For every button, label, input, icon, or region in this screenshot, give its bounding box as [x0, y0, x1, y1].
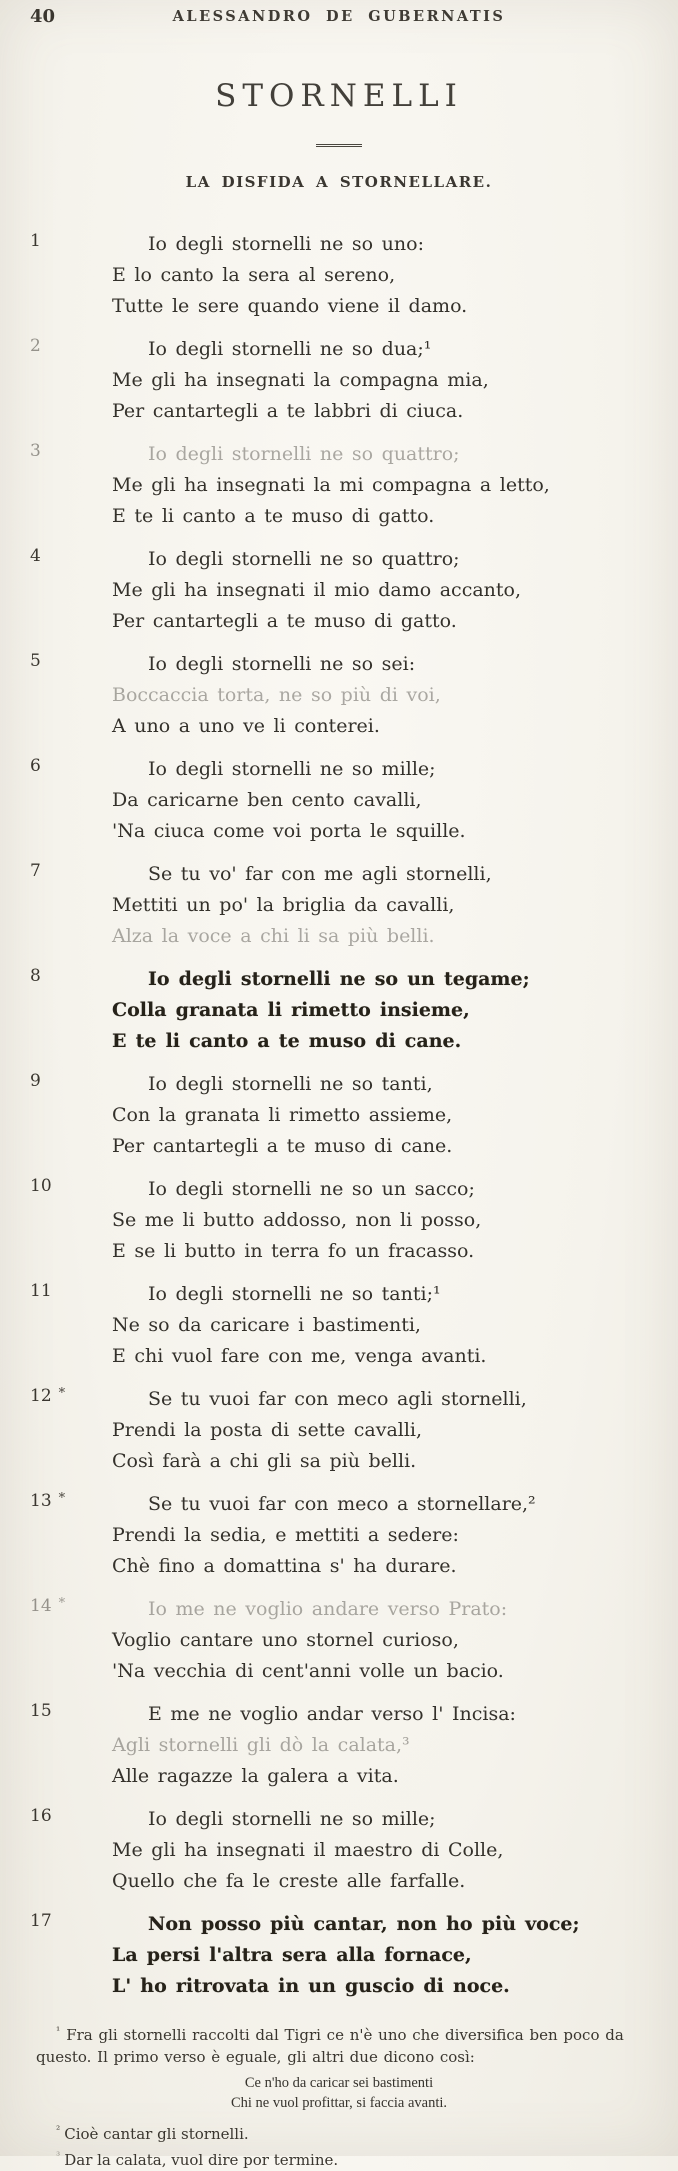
footnote-2-marker: ²: [56, 2124, 61, 2136]
stanza-line: Così farà a chi gli sa più belli.: [112, 1450, 417, 1472]
stanza-number: 11: [30, 1281, 52, 1301]
stanza: [0, 649, 678, 742]
stanza-number: 2: [30, 336, 41, 356]
stanza-line: Se tu vo' far con me agli stornelli,: [148, 863, 492, 885]
stanza-number: 14: [30, 1596, 52, 1616]
footnotes-section: [36, 2020, 642, 2171]
page-number: 40: [30, 6, 56, 27]
stanza-number: 17: [30, 1911, 52, 1931]
stanza-line: Se tu vuoi far con meco a stornellare,²: [148, 1493, 536, 1515]
stanza-line: Chè fino a domattina s' ha durare.: [112, 1555, 457, 1577]
stanza: [0, 229, 678, 322]
stanza-line: Tutte le sere quando viene il damo.: [112, 295, 468, 317]
stanza-number: 1: [30, 231, 41, 251]
stanza-line: Mettiti un po' la briglia da cavalli,: [112, 894, 455, 916]
stanza-line: Prendi la sedia, e mettiti a sedere:: [112, 1524, 459, 1546]
footnote-2: [36, 2119, 642, 2145]
stanza-line: Non posso più cantar, non ho più voce;: [148, 1913, 580, 1935]
footnote-3-text: Dar la calata, vuol dire por termine.: [64, 2151, 339, 2169]
stanza-line: Io degli stornelli ne so dua;¹: [148, 338, 432, 360]
stanza: [0, 1279, 678, 1372]
stanza-line: Io degli stornelli ne so tanti,: [148, 1073, 433, 1095]
stanza-line: Per cantartegli a te muso di gatto.: [112, 610, 457, 632]
stanza-line: Io degli stornelli ne so sei:: [148, 653, 416, 675]
stanza-number: 4: [30, 546, 41, 566]
stanza-line: Quello che fa le creste alle farfalle.: [112, 1870, 466, 1892]
stanza-line: Boccaccia torta, ne so più di voi,: [112, 684, 441, 706]
stanza: [0, 544, 678, 637]
stanza-line: Me gli ha insegnati il maestro di Colle,: [112, 1839, 504, 1861]
stanza: [0, 1384, 678, 1477]
stanza-line: Io degli stornelli ne so mille;: [148, 1808, 436, 1830]
stanza-number: 15: [30, 1701, 52, 1721]
stanza: [0, 1489, 678, 1582]
stanza-lines: [112, 1489, 678, 1582]
stanza-number: 8: [30, 966, 41, 986]
stanza: [0, 859, 678, 952]
stanza-line: Io degli stornelli ne so mille;: [148, 758, 436, 780]
stanza-lines: [112, 964, 678, 1057]
stanza-lines: [112, 1594, 678, 1687]
footnote-3-marker: ³: [56, 2150, 61, 2162]
stanza-number: 9: [30, 1071, 41, 1091]
title-divider-rule: [316, 144, 362, 147]
footnote-quote: [36, 2073, 642, 2113]
stanza-line: E me ne voglio andar verso l' Incisa:: [148, 1703, 516, 1725]
stanza-lines: [112, 649, 678, 742]
stanza-line: E lo canto la sera al sereno,: [112, 264, 396, 286]
stanza-line: Io degli stornelli ne so uno:: [148, 233, 424, 255]
stanza-lines: [112, 1909, 678, 2002]
stanza-line: Colla granata li rimetto insieme,: [112, 999, 470, 1021]
stanza-lines: [112, 1384, 678, 1477]
stanza-lines: [112, 1804, 678, 1897]
stanza-number: 10: [30, 1176, 52, 1196]
stanza: [0, 439, 678, 532]
stanza-line: Voglio cantare uno stornel curioso,: [112, 1629, 459, 1651]
stanza-line: Alle ragazze la galera a vita.: [112, 1765, 399, 1787]
stanza-number: 5: [30, 651, 41, 671]
footnote-1-text: Fra gli stornelli raccolti dal Tigri ce n'è uno che diversifica ben poco da questo. Il primo verso è eguale, gli altri due dicono così:: [36, 2026, 624, 2066]
stanza-line: Io degli stornelli ne so quattro;: [148, 443, 460, 465]
footnote-1: [36, 2020, 642, 2068]
stanza-line: Me gli ha insegnati la compagna mia,: [112, 369, 489, 391]
stanza-lines: [112, 1174, 678, 1267]
stanza-line: L' ho ritrovata in un guscio di noce.: [112, 1975, 510, 1997]
footnote-quote-line: Chi ne vuol profittar, si faccia avanti.: [230, 2095, 448, 2111]
stanza-lines: [112, 754, 678, 847]
stanza-lines: [112, 1699, 678, 1792]
stanza: [0, 1594, 678, 1687]
stanza-line: Se me li butto addosso, non li posso,: [112, 1209, 482, 1231]
stanza-line: Con la granata li rimetto assieme,: [112, 1104, 453, 1126]
stanza-number: 6: [30, 756, 41, 776]
stanza-line: Io degli stornelli ne so quattro;: [148, 548, 460, 570]
stanza-number: 16: [30, 1806, 52, 1826]
stanza-line: E se li butto in terra fo un fracasso.: [112, 1240, 475, 1262]
stanza-line: Io me ne voglio andare verso Prato:: [148, 1598, 508, 1620]
stanza-line: Io degli stornelli ne so un sacco;: [148, 1178, 475, 1200]
stanza-line: Alza la voce a chi li sa più belli.: [112, 925, 435, 947]
stanza-lines: [112, 1279, 678, 1372]
stanza-line: E chi vuol fare con me, venga avanti.: [112, 1345, 487, 1367]
stanza-lines: [112, 1069, 678, 1162]
stanza-number: 7: [30, 861, 41, 881]
stanza: [0, 964, 678, 1057]
stanza: [0, 1069, 678, 1162]
stanza-asterisk-marker: *: [58, 1386, 66, 1401]
footnote-1-marker: ¹: [56, 2025, 61, 2037]
stanza-line: Agli stornelli gli dò la calata,³: [112, 1734, 410, 1756]
stanza: [0, 1909, 678, 2002]
stanza-line: Me gli ha insegnati il mio damo accanto,: [112, 579, 522, 601]
footnote-quote-line: Ce n'ho da caricar sei bastimenti: [244, 2075, 434, 2091]
page-title: STORNELLI: [215, 78, 463, 114]
footnote-2-text: Cioè cantar gli stornelli.: [64, 2125, 249, 2143]
stanza-number: 12: [30, 1386, 52, 1406]
page-header: [0, 0, 678, 38]
stanza-asterisk-marker: *: [58, 1491, 66, 1506]
stanza-line: Ne so da caricare i bastimenti,: [112, 1314, 421, 1336]
running-title: ALESSANDRO DE GUBERNATIS: [172, 8, 506, 25]
stanza-number: 13: [30, 1491, 52, 1511]
stanza-list: [0, 229, 678, 2002]
stanza-lines: [112, 229, 678, 322]
stanza: [0, 334, 678, 427]
footnote-3: [36, 2145, 642, 2171]
stanza-lines: [112, 334, 678, 427]
stanza: [0, 754, 678, 847]
stanza-line: E te li canto a te muso di cane.: [112, 1030, 462, 1052]
stanza-asterisk-marker: *: [58, 1596, 66, 1611]
stanza-line: E te li canto a te muso di gatto.: [112, 505, 435, 527]
stanza-line: Per cantartegli a te muso di cane.: [112, 1135, 453, 1157]
stanza-line: Io degli stornelli ne so tanti;¹: [148, 1283, 441, 1305]
stanza-line: Me gli ha insegnati la mi compagna a letto,: [112, 474, 550, 496]
stanza: [0, 1699, 678, 1792]
stanza-line: 'Na vecchia di cent'anni volle un bacio.: [112, 1660, 504, 1682]
stanza-line: Da caricarne ben cento cavalli,: [112, 789, 422, 811]
stanza-line: Per cantartegli a te labbri di ciuca.: [112, 400, 464, 422]
stanza-line: A uno a uno ve li conterei.: [112, 715, 380, 737]
stanza: [0, 1174, 678, 1267]
stanza-line: Prendi la posta di sette cavalli,: [112, 1419, 423, 1441]
stanza-lines: [112, 544, 678, 637]
stanza: [0, 1804, 678, 1897]
stanza-lines: [112, 439, 678, 532]
stanza-line: La persi l'altra sera alla fornace,: [112, 1944, 472, 1966]
stanza-number: 3: [30, 441, 41, 461]
section-heading: LA DISFIDA A STORNELLARE.: [185, 173, 493, 191]
stanza-line: Io degli stornelli ne so un tegame;: [148, 968, 530, 990]
stanza-lines: [112, 859, 678, 952]
stanza-line: 'Na ciuca come voi porta le squille.: [112, 820, 466, 842]
stanza-line: Se tu vuoi far con meco agli stornelli,: [148, 1388, 527, 1410]
